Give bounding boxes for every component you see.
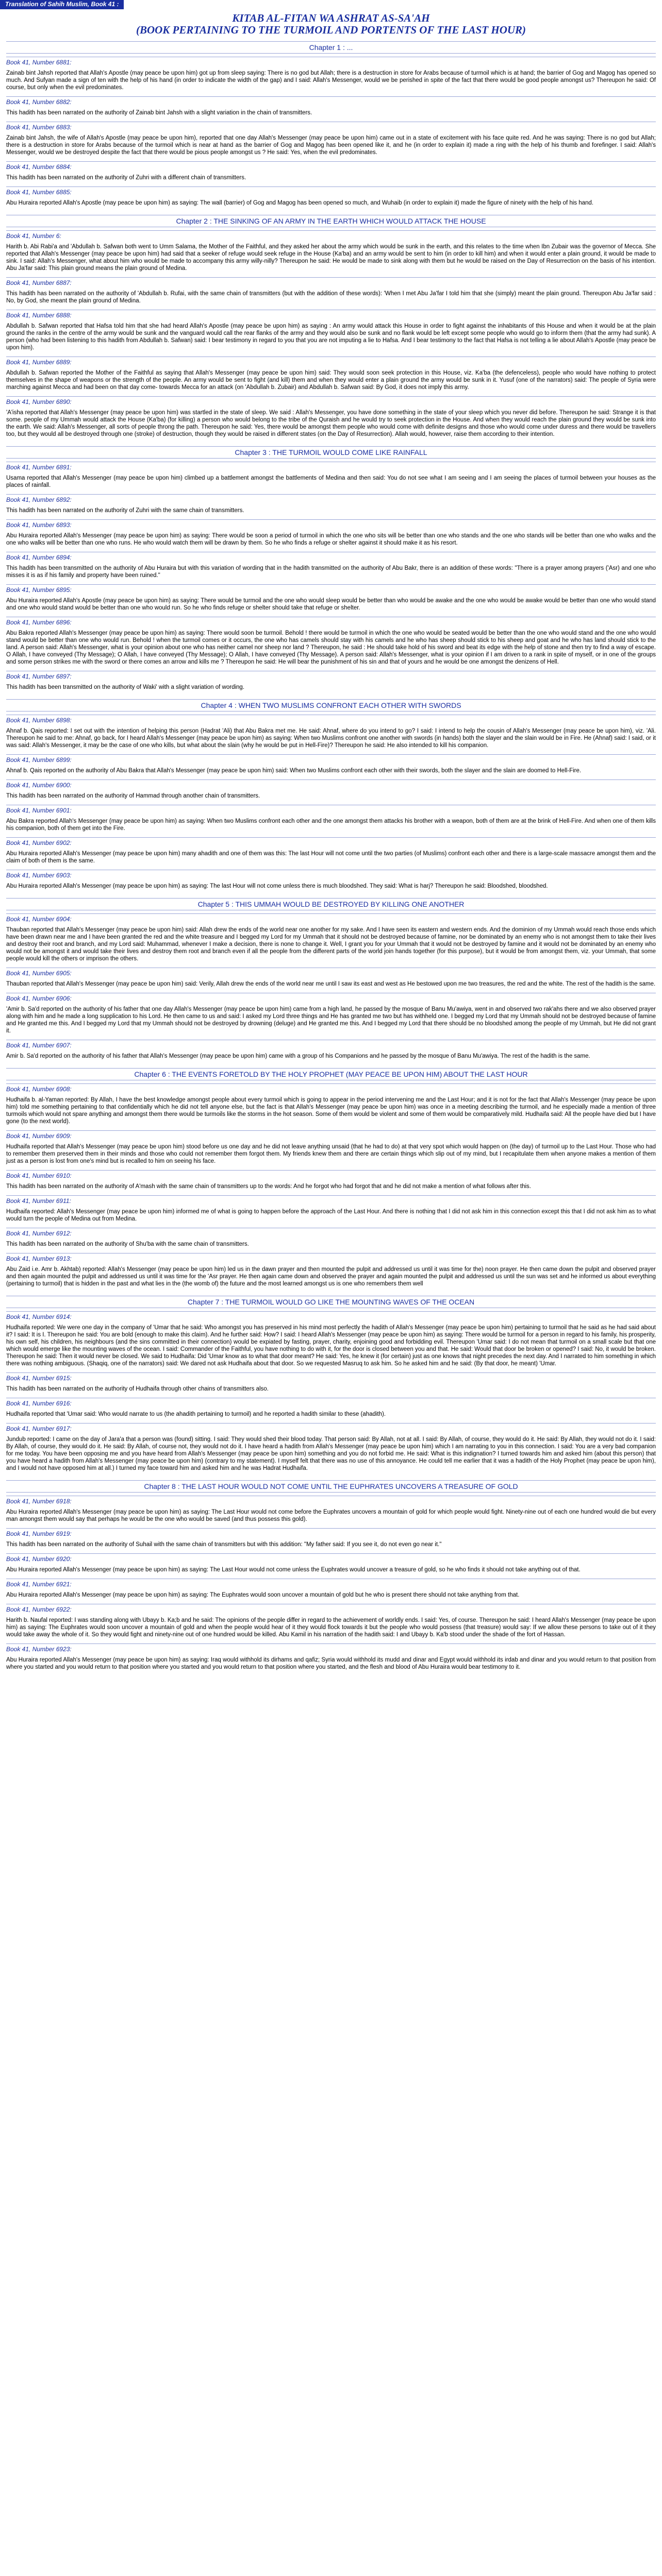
book-title-line2: (BOOK PERTAINING TO THE TURMOIL AND PORTENTS OF THE LAST HOUR) bbox=[136, 24, 526, 36]
hadith-number: Book 41, Number 6900: bbox=[6, 779, 656, 790]
hadith-entry bbox=[6, 1423, 656, 1477]
hadith-text: Harith b. Abi Rabi'a and 'Abdullah b. Safwan both went to Umm Salama, the Mother of the Faithful, and they asked her about the army which would be sunk in the earth, and this relates to the time when Ibn Zubair was the governor of Mecca. She reported that Allah's Messenger (may peace be upon him) had said that a seeker of refuge would seek refuge in the House (Ka'ba) and an army would be sent to him (in order to kill him) and when it would enter a plain ground, it would be made to sink. I said: Allah's Messenger, what about him who would be made to accompany this army willy-nilly? Thereupon he said: He would be made to sink along with them but he would be raised on the Day of Resurrection on the basis of his intention. Abu Ja'far said: This plain ground means the plain ground of Medina. bbox=[6, 244, 656, 272]
book-title-line1: KITAB AL-FITAN WA ASHRAT AS-SA'AH bbox=[232, 12, 430, 24]
hadith-number: Book 41, Number 6908: bbox=[6, 1083, 656, 1094]
hadith-entry bbox=[6, 671, 656, 696]
hadith-text: Abu Huraira reported Allah's Messenger (may peace be upon him) as saying: The Euphrates would soon uncover a mountain of gold but he who is present there should not take anything from that. bbox=[6, 1592, 520, 1598]
hadith-entry bbox=[6, 1643, 656, 1676]
hadith-entry bbox=[6, 161, 656, 187]
hadith-entry bbox=[6, 187, 656, 212]
hadith-number: Book 41, Number 6906: bbox=[6, 993, 656, 1004]
hadith-text: This hadith has been transmitted on the authority of Waki' with a slight variation of wording. bbox=[6, 684, 245, 690]
hadith-text: Abdullah b. Safwan reported that Hafsa told him that she had heard Allah's Apostle (may peace be upon him) as saying : An army would attack this House in order to fight against the inhabitants of this House and when it would be at the plain ground the ranks in the centre of the army would be sunk and the vanguard would call the rear flanks of the army and they would also be sunk and no flank would be left except some people who would go to inform them (that the army had sunk). A person (who had been listening to this hadith from Abdullah b. Safwan) said: I bear testimony in regard to you that you are not imputing a lie to Hafsa. And I bear testimony to the fact that Hafsa is not telling a lie about Allah's Apostle (may peace be upon him). bbox=[6, 323, 656, 351]
hadith-number: Book 41, Number 6891: bbox=[6, 462, 656, 472]
hadith-number: Book 41, Number 6885: bbox=[6, 187, 656, 197]
hadith-number: Book 41, Number 6920: bbox=[6, 1553, 656, 1564]
chapter-heading: Chapter 6 : THE EVENTS FORETOLD BY THE HOLY PROPHET (MAY PEACE BE UPON HIM) ABOUT THE LAST HOUR bbox=[6, 1068, 656, 1080]
hadith-text: Hudhaifa reported that Allah's Messenger (may peace be upon him) stood before us one day and he did not leave anything unsaid (that he had to do) at that very spot which would happen on (the day) of turmoil up to the Last Hour. Those who had to remember them preserved them in their minds and those who could not remember them forgot them. My friends knew them and there are certain things which slip out of my mind, but I recapitulate them when anyone makes a mention of them just as a person is lost from one's mind but is recalled to him on seeing his face. bbox=[6, 1144, 656, 1164]
hadith-number: Book 41, Number 6902: bbox=[6, 837, 656, 848]
hadith-entry bbox=[6, 968, 656, 993]
hadith-number: Book 41, Number 6921: bbox=[6, 1579, 656, 1589]
hadith-entry bbox=[6, 1528, 656, 1553]
hadith-entry bbox=[6, 617, 656, 671]
hadith-entry bbox=[6, 494, 656, 519]
hadith-text: This hadith has been narrated on the authority of Shu'ba with the same chain of transmitters. bbox=[6, 1241, 249, 1247]
hadith-entry bbox=[6, 1579, 656, 1604]
hadith-number: Book 41, Number 6912: bbox=[6, 1228, 656, 1239]
hadith-number: Book 41, Number 6915: bbox=[6, 1372, 656, 1383]
chapter-heading: Chapter 7 : THE TURMOIL WOULD GO LIKE THE MOUNTING WAVES OF THE OCEAN bbox=[6, 1296, 656, 1308]
hadith-text: This hadith has been narrated on the authority of 'Abdullah b. Rufai, with the same chain of transmitters (but with the addition of these words): 'When I met Abu Ja'far I told him that she (simply) meant the plain ground. Thereupon Abu Ja'far said : No, by God, she meant the plain ground of Medina. bbox=[6, 291, 656, 304]
book-tab: Translation of Sahih Muslim, Book 41 : bbox=[0, 0, 124, 9]
hadith-text: Thauban reported that Allah's Messenger (may peace be upon him) said: Allah drew the ends of the world near one another for my sake. And I have seen its eastern and western ends. And the dominion of my Ummah would reach those ends which have been drawn near me and I have been granted the red and the white treasure and I begged my Lord for my Ummah that it should not be destroyed because of famine, nor be dominated by an enemy who is not amongst them to take their lives and destroy their root and branch, and my Lord said: Muhammad, whenever I make a decision, there is none to change it. Well, I grant you for your Ummah that it would not be destroyed by famine and it would not be dominated by an enemy who would not be amongst it and would take their lives and destroy them root and branch even if all the people from the different parts of the world join hands together (for this purpose), but it would be from amongst them, viz. your Ummah, that some people would kill the others or imprison the others. bbox=[6, 927, 656, 962]
hadith-number: Book 41, Number 6895: bbox=[6, 584, 656, 595]
hadith-number: Book 41, Number 6904: bbox=[6, 913, 656, 924]
hadith-text: Abu Bakra reported Allah's Messenger (may peace be upon him) as saying: When two Muslims confront each other and the one amongst them attacks his brother with a weapon, both of them are at the brink of Hell-Fire. And when one of them kills his companion, both of them get into the Fire. bbox=[6, 818, 656, 832]
hadith-number: Book 41, Number 6903: bbox=[6, 870, 656, 880]
hadith-number: Book 41, Number 6901: bbox=[6, 805, 656, 816]
hadith-number: Book 41, Number 6896: bbox=[6, 617, 656, 628]
hadith-entry bbox=[6, 870, 656, 895]
hadith-text: Jundub reported: I came on the day of Jara'a that a person was (found) sitting. I said: They would shed their blood today. That person said: By Allah, not at all. I said: By Allah, of course, they would do it. He said: By Allah, they would not do it. I said: By Allah, of course, they would do it. He said: By Allah, of course not, they would not do it. I have heard a hadith from Allah's Messenger (may peace be upon him) which I am narrating to you in this connection. I said: You are a very bad companion for me today. You have been opposing me and you have heard from Allah's Messenger (may peace be upon him) something and you do not forbid me. He said: What is this indignation? I turned towards him and asked him (about this person) that you have heard a hadith from Allah's Messenger (may peace be upon him) (contrary to my statement). I myself felt that there was no use of this annoyance. He could tell me earlier that it was a hadith of the Holy Prophet (may peace be upon him), and I would not have opposed him at all.) I turned my face toward him and asked him and he was Hadrat Hudhaifa. bbox=[6, 1436, 656, 1471]
hadith-entry bbox=[6, 1195, 656, 1228]
hadith-text: This hadith has been narrated on the authority of Zainab bint Jahsh with a slight variation in the chain of transmitters. bbox=[6, 110, 312, 116]
hadith-text: Ahnaf b. Qais reported: I set out with the intention of helping this person (Hadrat 'Ali) that Abu Bakra met me. He said: Ahnaf, where do you intend to go? I said: I intend to help the cousin of Allah's Messenger (may peace be upon him), viz. 'Ali. Thereupon he said to me: Ahnaf, go back, for I heard Allah's Messenger (may peace be upon him) as saying: When two Muslims confront one another with swords (in hands) both the slayer and the slain would be in Fire. He (Ahnaf) said: I said, or it was said: Allah's Messenger, it may be the case of one who kills, but what about the slain (why he would be put in Hell-Fire)? Thereupon he said: He also intended to kill his companion. bbox=[6, 728, 656, 749]
hadith-entry bbox=[6, 1398, 656, 1423]
hadith-number: Book 41, Number 6887: bbox=[6, 277, 656, 288]
hadith-text: Abu Huraira reported Allah's Messenger (may peace be upon him) as saying: The Last Hour would not come unless the Euphrates would uncover a treasure of gold, so he who finds it should not take anything out of that. bbox=[6, 1567, 581, 1573]
hadith-text: This hadith has been narrated on the authority of Suhail with the same chain of transmitters but with this addition: "My father said: If you see it, do not even go near it." bbox=[6, 1541, 442, 1548]
hadith-entry bbox=[6, 57, 656, 96]
hadith-text: This hadith has been narrated on the authority of Zuhri with the same chain of transmitters. bbox=[6, 507, 244, 514]
hadith-text: This hadith has been narrated on the authority of Hammad through another chain of transmitters. bbox=[6, 793, 260, 799]
hadith-entry bbox=[6, 1228, 656, 1253]
hadith-entry bbox=[6, 519, 656, 552]
chapter-heading: Chapter 2 : THE SINKING OF AN ARMY IN THE EARTH WHICH WOULD ATTACK THE HOUSE bbox=[6, 215, 656, 227]
hadith-number: Book 41, Number 6899: bbox=[6, 754, 656, 765]
hadith-number: Book 41, Number 6909: bbox=[6, 1130, 656, 1141]
hadith-text: Abu Zaid i.e. Amr b. Akhtab) reported: Allah's Messenger (may peace be upon him) led us in the dawn prayer and then mounted the pulpit and addressed us until it was time for the) noon prayer. He then came down the pulpit and observed prayer and then again mounted the pulpit and addressed us until it was time for the 'Asr prayer. He then again came down and observed the prayer and again mounted the pulpit and addressed us until the sun was set and he informed us about everything (pertaining to turmoil) that is hidden in the past and what lies in the (the womb of) the future and the most learned amongst us is one who remembers them well bbox=[6, 1266, 656, 1287]
hadith-entry bbox=[6, 1553, 656, 1579]
hadith-entry bbox=[6, 357, 656, 396]
hadith-number: Book 41, Number 6910: bbox=[6, 1170, 656, 1181]
hadith-text: Zainab bint Jahsh, the wife of Allah's Apostle (may peace be upon him), reported that one day Allah's Messenger (may peace be upon him) came out in a state of excitement with his face quite red. And he was saying: There is no god but Allah; there is a destruction in store for Arabs because of the turmoil which is near at hand as the barrier of Gog and Magog has been opened like it, and he (in order to explain it) made a ring with the help of his thumb and forefinger. I said: Allah's Messenger, would we be destroyed despite the fact that there would be pious people amongst us ? He said: Yes, when the evil predominates. bbox=[6, 135, 656, 156]
hadith-number: Book 41, Number 6888: bbox=[6, 310, 656, 320]
hadith-entry bbox=[6, 1372, 656, 1398]
hadith-text: Ahnaf b. Qais reported on the authority of Abu Bakra that Allah's Messenger (may peace be upon him) said: When two Muslims confront each other with their swords, both the slayer and the slain are doomed to Hell-Fire. bbox=[6, 768, 582, 774]
hadith-entry bbox=[6, 1311, 656, 1372]
hadith-entry bbox=[6, 837, 656, 870]
hadith-entry bbox=[6, 754, 656, 779]
hadith-number: Book 41, Number 6892: bbox=[6, 494, 656, 505]
hadith-text: This hadith has been narrated on the authority of A'mash with the same chain of transmitters up to the words: And he forgot who had forgot that and he did not make a mention of what follows after this. bbox=[6, 1183, 531, 1190]
hadith-text: Hudhaifa reported: We were one day in the company of 'Umar that he said: Who amongst you has preserved in his mind most perfectly the hadith of Allah's Messenger (may peace be upon him) pertaining to turmoil that he said as he had said about it? I said: It is I. Thereupon he said: You are bold (enough to make this claim). And he further said: How? I said: I heard Allah's Messenger (may peace be upon him) as saying: There would be turmoil for a person in regard to his family, his prosperity, his own self, his children, his neighbours (and the sins committed in their connection) would be expiated by fasting, prayer, charity, enjoining good and forbidding evil. Thereupon 'Umar said: I do not mean that turmoil on a small scale but that one which would emerge like the mounting waves of the ocean. I said: Commander of the Faithful, you have nothing to do with it, for the door is closed between you and that. He said: Would that door be broken or opened? I said: No, it would be broken. Thereupon he said: Then it would never be closed. We said to Hudhaifa: Did 'Umar know as to what that door meant? He said: Yes, he knew it (for certain) just as one knows that night precedes the next day. And I narrated to him something in which there was nothing ambiguous. (Shaqiq, one of the narrators) said: We dared not ask Hudhaifa about that door. So we requested Masruq to ask him. So he asked him and he said: (By that door, he meant) 'Umar. bbox=[6, 1325, 656, 1367]
hadith-entry bbox=[6, 396, 656, 443]
hadith-number: Book 41, Number 6911: bbox=[6, 1195, 656, 1206]
title-tab-strip bbox=[0, 0, 662, 9]
hadith-entry bbox=[6, 715, 656, 754]
hadith-entry bbox=[6, 779, 656, 805]
hadith-entry bbox=[6, 1040, 656, 1065]
hadith-number: Book 41, Number 6894: bbox=[6, 552, 656, 563]
hadith-number: Book 41, Number 6883: bbox=[6, 122, 656, 132]
hadith-entry bbox=[6, 1130, 656, 1170]
chapter-heading: Chapter 8 : THE LAST HOUR WOULD NOT COME UNTIL THE EUPHRATES UNCOVERS A TREASURE OF GOLD bbox=[6, 1480, 656, 1493]
hadith-number: Book 41, Number 6898: bbox=[6, 715, 656, 725]
hadith-number: Book 41, Number 6913: bbox=[6, 1253, 656, 1264]
hadith-number: Book 41, Number 6919: bbox=[6, 1528, 656, 1539]
hadith-text: Hudhaifa b. al-Yaman reported: By Allah, I have the best knowledge amongst people about every turmoil which is going to appear in the period intervening me and the Last Hour; and it is not for the fact that Allah's Messenger (may peace be upon him) told me something pertaining to that confidentially which he did not tell anyone else, but the fact is that Allah's Messenger (may peace be upon him) was once in a meeting describing the turmoil, and he especially made a mention of three turmoils which would not spare anything and amongst them there would be turmoils like the storms in the hot season. Some of them would be violent and some of them would be comparatively mild. Hudhaifa said: All the people have died but I have gone (to the next world). bbox=[6, 1097, 656, 1125]
hadith-text: Amir b. Sa'd reported on the authority of his father that Allah's Messenger (may peace be upon him) came with a group of his Companions and he passed by the mosque of Banu Mu'awiya. The rest of the hadith is the same. bbox=[6, 1053, 590, 1059]
hadith-number: Book 41, Number 6893: bbox=[6, 519, 656, 530]
hadith-entry bbox=[6, 96, 656, 122]
hadith-entry bbox=[6, 1496, 656, 1528]
hadith-entry bbox=[6, 552, 656, 584]
hadith-number: Book 41, Number 6917: bbox=[6, 1423, 656, 1434]
chapter-heading: Chapter 1 : ... bbox=[6, 41, 656, 54]
hadith-number: Book 41, Number 6918: bbox=[6, 1496, 656, 1506]
hadith-number: Book 41, Number 6916: bbox=[6, 1398, 656, 1409]
hadith-number: Book 41, Number 6889: bbox=[6, 357, 656, 367]
hadith-text: This hadith has been narrated on the authority of Zuhri with a different chain of transmitters. bbox=[6, 175, 246, 181]
chapter-heading: Chapter 4 : WHEN TWO MUSLIMS CONFRONT EACH OTHER WITH SWORDS bbox=[6, 699, 656, 711]
hadith-text: 'A'isha reported that Allah's Messenger (may peace be upon him) was startled in the state of sleep. We said : Allah's Messenger, you have done something in the state of your sleep which you never did before. Thereupon he said: Strange it is that some. people of my Ummah would attack the House (Ka'ba) (for killing) a person who would belong to the tribe of the Quraish and he would try to seek protection in the House. And when they would reach the plain ground they would be sunk into the earth. We said: Allah's Messenger, all sorts of people throng the path. Thereupon he said: Yes, there would be amongst them people who would come with definite designs and those who would come under duress and there would be travellers too, but they would all be destroyed through one (stroke) of destruction, though they would be raised in different states (on the Day of Resurrection). Allah would, however, raise them according to their intention. bbox=[6, 410, 656, 437]
chapter-heading: Chapter 3 : THE TURMOIL WOULD COME LIKE RAINFALL bbox=[6, 446, 656, 459]
hadith-number: Book 41, Number 6897: bbox=[6, 671, 656, 682]
hadith-text: Abdullah b. Safwan reported the Mother of the Faithful as saying that Allah's Messenger (may peace be upon him) said: They would soon seek protection in this House, viz. Ka'ba (the defenceless), people who would have nothing to protect themselves in the shape of weapons or the strength of the people. An army would be sent to fight (and kill) them and when they would enter a plain ground the army would be sunk in it. Yusuf (one of the narrators) said: The people of Syria were marching against Mecca and had been on that day come- towards Mecca for an attack (on 'Abdullah b. Zubair) and Abdullah b. Safwan said: By God, it does not imply this army. bbox=[6, 370, 656, 391]
hadith-text: Abu Huraira reported Allah's Messenger (may peace be upon him) as saying: There would be soon a period of turmoil in which the one who sits will be better than one who stands and the one who stands will be better than one who walks and the one who walks will be better than one who runs. He who would watch them will be drawn by them. So he who finds a refuge or shelter against it should make it as his resort. bbox=[6, 533, 656, 546]
hadith-text: This hadith has been narrated on the authority of Hudhaifa through other chains of transmitters also. bbox=[6, 1386, 269, 1392]
hadith-number: Book 41, Number 6882: bbox=[6, 96, 656, 107]
hadith-entry bbox=[6, 277, 656, 310]
hadith-entry bbox=[6, 1083, 656, 1130]
hadith-text: Abu Huraira reported Allah's Messenger (may peace be upon him) as saying: The Last Hour would not come before the Euphrates uncovers a mountain of gold for which people would fight. Ninety-nine out of each one hundred would die but every man amongst them would say that perhaps he would be the one who would be saved (and thus possess this gold). bbox=[6, 1509, 656, 1522]
hadith-text: Abu Huraira reported Allah's Messenger (may peace be upon him) as saying: The last Hour will not come unless there is much bloodshed. They said: What is harj? Thereupon he said: Bloodshed, bloodshed. bbox=[6, 883, 548, 889]
hadith-number: Book 41, Number 6905: bbox=[6, 968, 656, 978]
hadith-entry bbox=[6, 1604, 656, 1643]
hadith-entry bbox=[6, 584, 656, 617]
hadith-entry bbox=[6, 993, 656, 1040]
hadith-text: Zainab bint Jahsh reported that Allah's Apostle (may peace be upon him) got up from sleep saying: There is no god but Allah; there is a destruction in store for Arabs because of turmoil which is at hand; the barrier of Gog and Magog has opened so much. And Sufyan made a sign of ten with the help of his hand (in order to indicate the width of the gap) and I said: Allah's Messenger, would we be perished in spite of the fact that there would be good people amongst us? Thereupon he said: Of course, but only when the evil predominates. bbox=[6, 70, 656, 91]
hadith-entry bbox=[6, 1253, 656, 1293]
hadith-text: Abu Huraira reported Allah's Messenger (may peace be upon him) many ahadith and one of them was this: The last Hour will not come until the two parties (of Muslims) confront each other and there is a large-scale massacre amongst them and the claim of both of them is the same. bbox=[6, 851, 656, 864]
hadith-entry bbox=[6, 913, 656, 968]
hadith-number: Book 41, Number 6890: bbox=[6, 396, 656, 407]
hadith-number: Book 41, Number 6923: bbox=[6, 1643, 656, 1654]
hadith-number: Book 41, Number 6907: bbox=[6, 1040, 656, 1050]
hadith-text: Harith b. Naufal reported: I was standing along with Ubayy b. Ka;b and he said: The opinions of the people differ in regard to the achievement of worldly ends. I said: Yes, of course. Thereupon he said: I heard Allah's Messenger (may peace be upon him) as saying: The Euphrates would soon uncover a mountain of gold and when the people would hear of it they would flock towards it but the people who would possess (that treasure) would say: If we allow these persons to take out of it they would take away the whole of it. So they would fight and ninety-nine out of one hundred would be killed. Abu Kamil in his narration of the hadith said: I and Ubayy b. Ka'b stood under the shade of the fort of Hassan. bbox=[6, 1617, 656, 1638]
hadith-text: 'Amir b. Sa'd reported on the authority of his father that one day Allah's Messenger (may peace be upon him) came from a high land, he passed by the mosque of Banu Mu'awiya, went in and observed two rak'ahs there and we also observed prayer along with him and he made a long supplication to his Lord. He then came to us and said: I asked my Lord three things and He has granted me two but has withheld one. I begged my Lord that my Ummah should not be destroyed because of famine and He granted me this. And I begged my Lord that my Ummah should not be destroyed by drowning (deluge) and He granted me this. And I begged my Lord that there should be no bloodshed among the people of my Ummah, but He did not grant it. bbox=[6, 1006, 656, 1034]
hadith-text: Abu Huraira reported Allah's Apostle (may peace be upon him) as saying: The wall (barrier) of Gog and Magog has been opened so much, and Wuhaib (in order to explain it) made the figure of ninety with the help of his hand. bbox=[6, 200, 594, 206]
hadith-text: This hadith has been transmitted on the authority of Abu Huraira but with this variation of wording that in the hadith transmitted on the authority of Abu Bakr, there is an addition of these words: "There is a prayer among prayers ('Asr) and one who misses it is as if his family and property have been ruined." bbox=[6, 565, 656, 579]
hadith-text: Abu Huraira reported Allah's Apostle (may peace be upon him) as saying: There would be turmoil and the one who would sleep would be better than who would be awake and the one who would be awake would be better than one who would stand and one who would stand would be better than one who would run. So he who finds refuge or shelter should take that refuge or shelter. bbox=[6, 598, 656, 611]
hadith-text: Usama reported that Allah's Messenger (may peace be upon him) climbed up a battlement amongst the battlements of Medina and then said: You do not see what I am seeing and I am seeing the places of turmoil between your houses as the places of rainfall. bbox=[6, 475, 656, 488]
hadith-number: Book 41, Number 6: bbox=[6, 230, 656, 241]
hadith-entry bbox=[6, 122, 656, 161]
hadith-text: Abu Bakra reported Allah's Messenger (may peace be upon him) as saying: There would soon be turmoil. Behold ! there would be turmoil in which the one who would be seated would be better than the one who would stand and the one who would stand would be better than one who would run. Behold ! when the turmoil comes or it occurs, the one who has camels should stay with his camels and he who has sheep should stick to his sheep and goat and he who has land should stick to the land. A person said: Allah's Messenger, what is your opinion about one who has neither camel nor sheep nor land ? Thereupon, he said : He should take hold of his sword and beat its edge with the help of stone and then try to find a way of escape. O Allah, I have conveyed (Thy Message); O Allah, I have conveyed (Thy Message); O Allah, I have conveyed (Thy Message). A person said: Allah's Messenger, what is your opinion if I am driven to a rank in spite of myself, or in one of the groups and some person strikes me with the sword or there comes an arrow and kills me ? Thereupon he said: He will bear the punishment of his sin and that of yours and he would be one amongst the denizens of Hell. bbox=[6, 630, 656, 665]
hadith-number: Book 41, Number 6884: bbox=[6, 161, 656, 172]
hadith-entry bbox=[6, 462, 656, 494]
hadith-entry bbox=[6, 1170, 656, 1195]
hadith-entry bbox=[6, 805, 656, 837]
book-title bbox=[0, 12, 662, 36]
hadith-text: Hudhaifa reported that 'Umar said: Who would narrate to us (the ahadith pertaining to turmoil) and he reported a hadith similar to these (ahadith). bbox=[6, 1411, 386, 1417]
hadith-text: Thauban reported that Allah's Messenger (may peace be upon him) said: Verily, Allah drew the ends of the world near me until I saw its east and west as He bestowed upon me two treasures, the red and the white. The rest of the hadith is the same. bbox=[6, 981, 656, 987]
hadith-text: Hudhaifa reported: Allah's Messenger (may peace be upon him) informed me of what is going to happen before the approach of the Last Hour. And there is nothing that I did not ask him in this connection except this that I did not ask him as to what would turn the people of Medina out from Medina. bbox=[6, 1209, 656, 1222]
hadith-number: Book 41, Number 6922: bbox=[6, 1604, 656, 1615]
chapter-heading: Chapter 5 : THIS UMMAH WOULD BE DESTROYED BY KILLING ONE ANOTHER bbox=[6, 898, 656, 910]
hadith-entry bbox=[6, 230, 656, 277]
hadith-number: Book 41, Number 6881: bbox=[6, 57, 656, 67]
hadith-entry bbox=[6, 310, 656, 357]
hadith-number: Book 41, Number 6914: bbox=[6, 1311, 656, 1322]
hadith-text: Abu Huraira reported Allah's Messenger (may peace be upon him) as saying: Iraq would withhold its dirhams and qafiz; Syria would withhold its mudd and dinar and Egypt would withhold its irdab and dinar and you would return to that position from where you started and you would return to that position where you started and you would return to that position where you started, and the flesh and blood of Abu Huraira would bear testimony to it. bbox=[6, 1657, 656, 1670]
hadith-list bbox=[0, 41, 662, 1676]
